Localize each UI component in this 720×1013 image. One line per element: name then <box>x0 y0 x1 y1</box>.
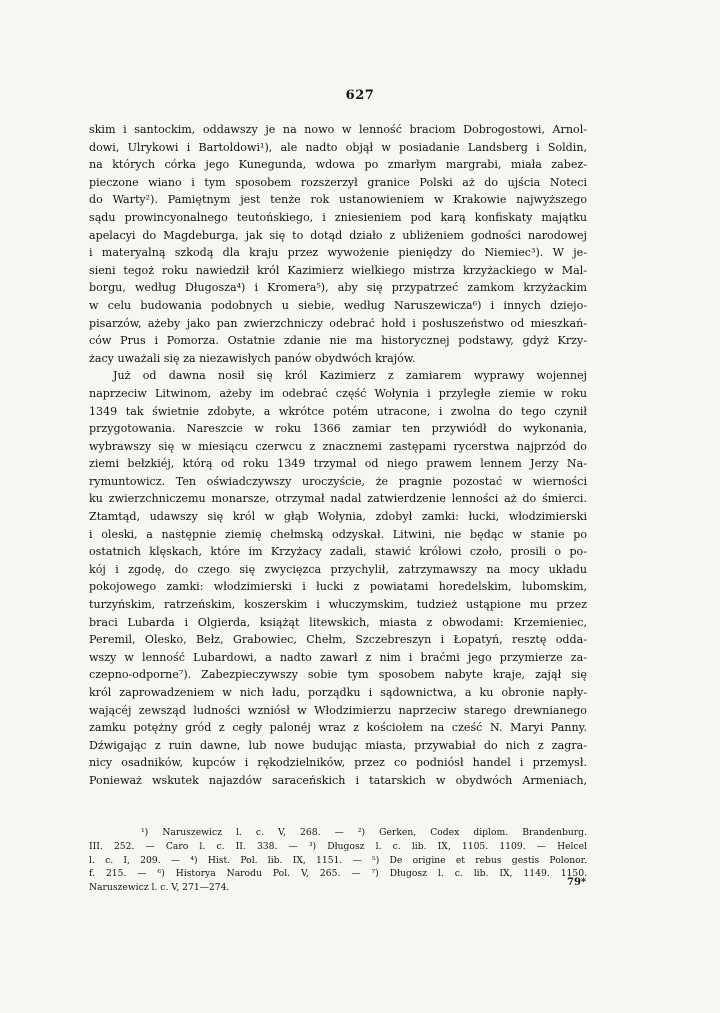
text-line: pokojowego zamki: włodzimierski i łucki z powiatami horedelskim, lubomskim, <box>89 580 587 594</box>
text-line: 1349 tak świetnie zdobyte, a wkrótce potém utracone, i zwolna do tego czynił <box>89 404 587 418</box>
text-line: Ztamtąd, udawszy się król w głąb Wołynia, zdobył zamki: łucki, włodzimierski <box>89 510 587 524</box>
text-line: król zaprowadzeniem w nich ładu, porządku i sądownictwa, a ku obronie napły- <box>89 686 587 699</box>
footnote-line: Naruszewicz l. c. V, 271—274. <box>89 882 230 894</box>
text-line: skim i santockim, oddawszy je na nowo w lenność braciom Dobrogostowi, Arnol- <box>89 123 587 136</box>
paragraph-end-line: żacy uważali się za niezawisłych panów obydwóch krajów. <box>89 351 416 365</box>
text-line: ców Prus i Pomorza. Ostatnie zdanie nie ma historycznej podstawy, gdyż Krzy- <box>89 334 587 348</box>
text-line: braci Lubarda i Olgierda, książąt litewskich, miasta z obwodami: Krzemieniec, <box>89 615 587 629</box>
text-line: ostatnich klęskach, które im Krzyżacy zadali, stawić królowi czoło, prosili o po- <box>89 545 587 559</box>
text-line: nicy osadników, kupców i rękodzielników, przez co podniósł handel i przemysł. <box>89 756 587 770</box>
text-line: pieczone wiano i tym sposobem rozszerzył granice Polski aż do ujścia Noteci <box>89 175 587 189</box>
text-line: w celu budowania podobnych u siebie, według Naruszewicza⁶) i innych dziejo- <box>89 298 587 312</box>
text-line: Ponieważ wskutek najazdów saraceńskich i tatarskich w obydwóch Armeniach, <box>89 773 587 787</box>
text-line: kój i zgodę, do czego się zwycięzca przychylił, zatrzymawszy na mocy układu <box>89 562 587 576</box>
footnote-line: f. 215. — ⁶) Historya Narodu Pol. V, 265. — ⁷) Długosz l. c. lib. IX, 1149. 1150. <box>89 868 587 880</box>
text-line: Dźwigając z ruin dawne, lub nowe budując miasta, przywabiał do nich z zagra- <box>89 738 587 752</box>
body-text <box>89 121 587 790</box>
text-line: borgu, według Długosza⁴) i Kromera⁵), aby się przypatrzeć zamkom krzyżackim <box>89 281 587 295</box>
footnotes <box>89 826 587 895</box>
text-line: naprzeciw Litwinom, ażeby im odebrać część Wołynia i przyległe ziemie w roku <box>89 386 587 400</box>
text-line: sądu prowincyonalnego teutońskiego, i zniesieniem pod karą konfiskaty majątku <box>89 210 587 224</box>
text-line: wybrawszy się w miesiącu czerwcu z znacznemi zastępami rycerstwa najprzód do <box>89 439 587 453</box>
text-line: ziemi bełzkiéj, którą od roku 1349 trzymał od niego prawem lennem Jerzy Na- <box>89 457 587 471</box>
text-line: apelacyi do Magdeburga, jak się to dotąd działo z ubliżeniem godności narodowej <box>89 228 587 242</box>
text-line: sieni tegoż roku nawiedził król Kazimierz wielkiego mistrza krzyżackiego w Mal- <box>89 263 587 277</box>
text-line: pisarzów, ażeby jako pan zwierzchniczy odebrać hołd i posłuszeństwo od mieszkań- <box>89 316 587 330</box>
text-line: zamku potężny gród z cegły palonéj wraz z kościołem na cześć N. Maryi Panny. <box>89 721 587 735</box>
text-line: na których córka jego Kunegunda, wdowa po zmarłym margrabi, miała zabez- <box>89 158 587 172</box>
text-line: wszy w lenność Lubardowi, a nadto zawarł z nim i braćmi jego przymierze za- <box>89 650 587 664</box>
text-line: ku zwierzchniczemu monarsze, otrzymał nadal zatwierdzenie lenności aż do śmierci. <box>89 492 587 506</box>
text-line: czepno-odporne⁷). Zabezpieczywszy sobie tym sposobem nabyte kraje, zajął się <box>89 668 587 682</box>
text-line: i materyalną szkodą dla kraju przez wywożenie pieniędzy do Niemiec³). W je- <box>89 246 587 260</box>
text-line: turzyńskim, ratrzeńskim, koszerskim i włuczymskim, tudzież ustąpione mu przez <box>89 598 587 612</box>
text-line: wającéj zewsząd ludności wzniósł w Włodzimierzu naprzeciw starego drewnianego <box>89 703 587 717</box>
footnote-line: III. 252. — Caro l. c. II. 338. — ³) Długosz l. c. lib. IX, 1105. 1109. — Helcel <box>89 840 587 852</box>
page-number: 627 <box>345 88 375 103</box>
text-line: dowi, Ulrykowi i Bartoldowi¹), ale nadto objął w posiadanie Landsberg i Soldin, <box>89 140 587 154</box>
text-line: przygotowania. Nareszcie w roku 1366 zamiar ten przywiódł do wykonania, <box>89 422 587 436</box>
paragraph-start-line: Już od dawna nosił się król Kazimierz z zamiarem wyprawy wojennej <box>113 369 587 383</box>
sheet-signature: 79* <box>567 877 587 888</box>
text-line: Peremil, Olesko, Bełz, Grabowiec, Chełm, Szczebreszyn i Łopatyń, resztę odda- <box>89 633 587 647</box>
footnote-line: ¹) Naruszewicz l. c. V, 268. — ²) Gerken, Codex diplom. Brandenburg. <box>141 827 587 838</box>
text-line: i oleski, a następnie ziemię chełmską odzyskał. Litwini, nie będąc w stanie po <box>89 527 587 541</box>
footnote-line: l. c. I, 209. — ⁴) Hist. Pol. lib. IX, 1151. — ⁵) De origine et rebus gestis Polonor. <box>89 854 587 866</box>
text-line: rymuntowicz. Ten oświadczywszy uroczyście, że pragnie pozostać w wierności <box>89 474 587 488</box>
text-line: do Warty²). Pamiętnym jest tenże rok ustanowieniem w Krakowie najwyższego <box>89 193 587 207</box>
